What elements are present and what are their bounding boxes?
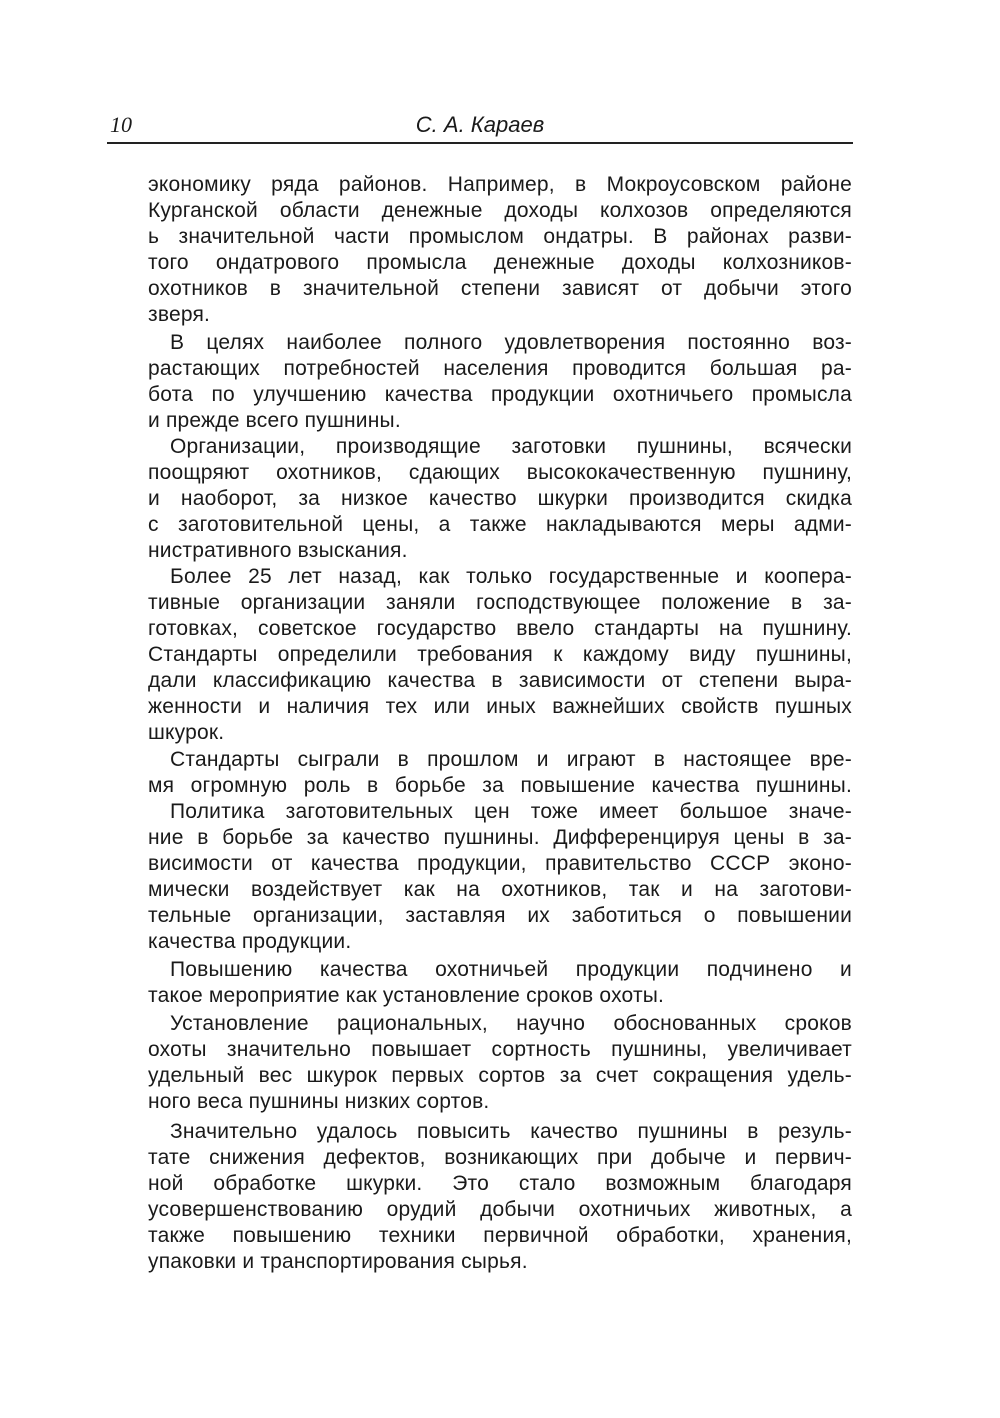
text-line: Стандарты определили требования к каждому виду пушнины, <box>148 643 852 666</box>
text-line: тивные организации заняли господствующее положение в за- <box>148 591 852 614</box>
text-line: Установление рациональных, научно обоснованных сроков <box>170 1012 852 1035</box>
text-line: Курганской области денежные доходы колхозов определяются <box>148 199 852 222</box>
text-line: тате снижения дефектов, возникающих при добыче и первич- <box>148 1146 852 1169</box>
text-line: Более 25 лет назад, как только государственные и коопера- <box>170 565 852 588</box>
text-line: ние в борьбе за качество пушнины. Дифференцируя цены в за- <box>148 826 852 849</box>
text-line: тельные организации, заставляя их заботиться о повышении <box>148 904 852 927</box>
page-number: 10 <box>110 112 132 137</box>
text-line: висимости от качества продукции, правительство СССР эконо- <box>148 852 852 875</box>
text-line: усовершенствованию орудий добычи охотничьих животных, а <box>148 1198 852 1221</box>
text-line: охотников в значительной степени зависят от добычи этого <box>148 277 852 300</box>
text-line: женности и наличия тех или иных важнейших свойств пушных <box>148 695 852 718</box>
text-line: дали классификацию качества в зависимости от степени выра- <box>148 669 852 692</box>
text-line: Стандарты сыграли в прошлом и играют в настоящее вре- <box>170 748 852 771</box>
text-line: нистративного взыскания. <box>148 539 408 562</box>
text-line: ного веса пушнины низких сортов. <box>148 1090 490 1113</box>
text-line: Политика заготовительных цен тоже имеет большое значе- <box>170 800 852 823</box>
text-line: также повышению техники первичной обработки, хранения, <box>148 1224 852 1247</box>
text-line: Значительно удалось повысить качество пушнины в резуль- <box>170 1120 852 1143</box>
running-head-author: С. А. Караев <box>415 112 545 137</box>
text-line: экономику ряда районов. Например, в Мокроусовском районе <box>148 173 852 196</box>
text-line: и наоборот, за низкое качество шкурки производится скидка <box>148 487 852 510</box>
text-line: растающих потребностей населения проводится большая ра- <box>148 357 852 380</box>
text-line: ь значительной части промыслом ондатры. В районах разви- <box>148 225 852 248</box>
text-line: готовках, советское государство ввело стандарты на пушнину. <box>148 617 852 640</box>
text-line: Повышению качества охотничьей продукции подчинено и <box>170 958 852 981</box>
text-line: качества продукции. <box>148 930 352 953</box>
text-line: охоты значительно повышает сортность пушнины, увеличивает <box>148 1038 852 1061</box>
text-line: В целях наиболее полного удовлетворения постоянно воз- <box>170 331 852 354</box>
text-line: упаковки и транспортирования сырья. <box>148 1250 528 1273</box>
text-line: Организации, производящие заготовки пушнины, всячески <box>170 435 852 458</box>
text-line: поощряют охотников, сдающих высококачественную пушнину, <box>148 461 852 484</box>
text-line: мически воздействует как на охотников, так и на заготови- <box>148 878 852 901</box>
text-line: такое мероприятие как установление сроков охоты. <box>148 984 665 1007</box>
text-line: и прежде всего пушнины. <box>148 409 401 432</box>
text-line: шкурок. <box>148 721 225 744</box>
header-rule <box>107 142 853 144</box>
text-line: зверя. <box>148 303 211 326</box>
text-line: бота по улучшению качества продукции охотничьего промысла <box>148 383 852 406</box>
text-line: мя огромную роль в борьбе за повышение качества пушнины. <box>148 774 852 797</box>
text-line: того ондатрового промысла денежные доходы колхозников- <box>148 251 852 274</box>
text-line: ной обработке шкурки. Это стало возможным благодаря <box>148 1172 852 1195</box>
text-line: удельный вес шкурок первых сортов за счет сокращения удель- <box>148 1064 852 1087</box>
text-line: с заготовительной цены, а также накладываются меры адми- <box>148 513 852 536</box>
